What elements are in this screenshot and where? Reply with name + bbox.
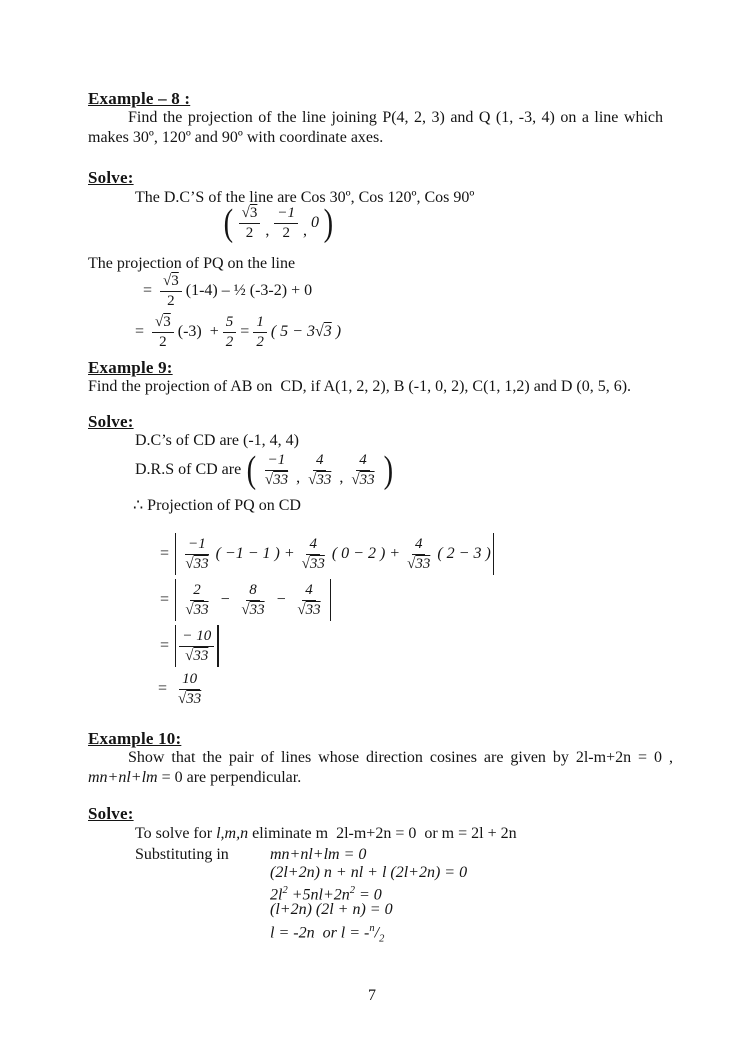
fraction-numerator: −1 bbox=[265, 452, 289, 471]
fraction-numerator: 4 bbox=[412, 536, 426, 555]
sqrt-symbol: √ bbox=[308, 471, 317, 488]
comma-separator: , bbox=[303, 222, 308, 239]
example-9-heading: Example 9: bbox=[88, 358, 173, 377]
example-8-projection-intro: The projection of PQ on the line bbox=[88, 255, 296, 272]
fraction-denominator: 33 bbox=[415, 555, 431, 572]
example-10-problem-line-2 bbox=[88, 768, 301, 788]
example-10-heading: Example 10: bbox=[88, 729, 182, 748]
equation-terms: (-3) + bbox=[177, 323, 219, 340]
sqrt-symbol: √ bbox=[297, 601, 306, 618]
fraction-denominator: 33 bbox=[316, 471, 332, 488]
problem-text: = 0 are perpendicular. bbox=[157, 769, 302, 786]
variables-lmn: l,m,n bbox=[216, 825, 249, 842]
equation-terms: ( 2 − 3 ) bbox=[437, 545, 491, 562]
equals-sign: = bbox=[135, 323, 145, 340]
close-paren: ) bbox=[383, 449, 393, 491]
fraction-denominator: 33 bbox=[359, 471, 375, 488]
fraction-4-over-sqrt33 bbox=[305, 452, 334, 489]
fraction-denominator: 2 bbox=[282, 224, 290, 241]
substituting-equation: mn+nl+lm = 0 bbox=[270, 846, 367, 863]
solidus: / bbox=[374, 924, 380, 942]
sqrt-symbol: √ bbox=[301, 555, 310, 572]
sqrt-symbol: √ bbox=[178, 690, 187, 707]
equals-sign: = bbox=[160, 591, 170, 608]
italic-equation-part: mn+nl+lm bbox=[88, 769, 158, 786]
solve-text: To solve for bbox=[135, 825, 217, 842]
fraction-numerator: − 10 bbox=[179, 628, 214, 647]
fraction-numerator: 4 bbox=[313, 452, 327, 471]
fraction-numerator: 3 bbox=[249, 204, 258, 221]
fraction-denominator: 2 bbox=[256, 333, 264, 350]
example-10-step-4: (l+2n) (2l + n) = 0 bbox=[270, 901, 393, 918]
equation-terms: (1-4) – ½ (-3-2) + 0 bbox=[185, 282, 313, 299]
fraction-minus1-over-sqrt33 bbox=[262, 452, 291, 489]
example-8-heading: Example – 8 : bbox=[88, 89, 191, 108]
substituting-label: Substituting in bbox=[135, 846, 229, 863]
close-paren: ) bbox=[323, 202, 334, 244]
sqrt-symbol: √ bbox=[264, 471, 274, 488]
example-9-solve-heading: Solve: bbox=[88, 412, 134, 431]
abs-bar bbox=[217, 625, 218, 667]
sqrt-symbol: √ bbox=[407, 555, 416, 572]
minus-sign: − bbox=[219, 591, 231, 608]
example-9-dcs-line: D.C’s of CD are (-1, 4, 4) bbox=[135, 432, 299, 449]
example-9-equation-1 bbox=[160, 532, 496, 576]
fraction-numerator: 8 bbox=[246, 582, 260, 601]
abs-bar bbox=[175, 579, 176, 621]
fraction-4-over-sqrt33 bbox=[294, 582, 323, 619]
fraction-denominator: 2 bbox=[245, 224, 254, 241]
fraction-denominator: 2 bbox=[159, 333, 167, 350]
term: = 0 bbox=[355, 886, 382, 904]
equals-sign: = bbox=[143, 282, 153, 299]
zero-component: 0 bbox=[311, 214, 320, 231]
fraction-5-over-2 bbox=[223, 314, 237, 351]
fraction-minus1-over-sqrt33 bbox=[182, 536, 211, 573]
abs-bar bbox=[493, 533, 494, 575]
page-number: 7 bbox=[368, 987, 376, 1004]
example-10-step-5 bbox=[270, 919, 384, 950]
example-10-step-2: (2l+2n) n + nl + l (2l+2n) = 0 bbox=[270, 864, 468, 881]
denominator-2: 2 bbox=[379, 933, 385, 945]
abs-bar bbox=[175, 533, 176, 575]
sqrt-symbol: √ bbox=[155, 313, 164, 330]
equals-sign: = bbox=[160, 637, 170, 654]
radicand: 3 bbox=[323, 323, 332, 340]
fraction-denominator: 2 bbox=[225, 333, 234, 350]
term: +5nl+2n bbox=[287, 886, 350, 904]
fraction-4-over-sqrt33 bbox=[348, 452, 377, 489]
example-9-equation-3 bbox=[160, 623, 221, 669]
sqrt-symbol: √ bbox=[241, 204, 250, 221]
minus-sign: − bbox=[275, 591, 287, 608]
fraction-sqrt3-over-2 bbox=[239, 205, 261, 242]
fraction-sqrt3-over-2 bbox=[160, 273, 182, 310]
fraction-denominator: 33 bbox=[193, 555, 209, 572]
fraction-numerator: 3 bbox=[163, 313, 171, 330]
fraction-4-over-sqrt33 bbox=[404, 536, 433, 573]
numerator-n: n bbox=[369, 923, 375, 934]
fraction-10-over-sqrt33 bbox=[175, 671, 204, 708]
example-10-line-1 bbox=[135, 824, 517, 844]
fraction-minus10-over-sqrt33 bbox=[179, 628, 214, 665]
comma-separator: , bbox=[339, 469, 344, 486]
term: 2l bbox=[270, 886, 283, 904]
fraction-1-over-2 bbox=[253, 314, 267, 351]
sqrt-symbol: √ bbox=[185, 647, 194, 664]
example-8-equation-1 bbox=[143, 272, 312, 310]
fraction-numerator: 4 bbox=[302, 582, 316, 601]
term: l = -2n or l = - bbox=[270, 924, 370, 942]
fraction-minus1-over-2 bbox=[274, 205, 298, 242]
sqrt-symbol: √ bbox=[185, 601, 194, 618]
fraction-numerator: −1 bbox=[185, 536, 209, 555]
open-paren: ( bbox=[223, 202, 234, 244]
example-8-dcs-line: The D.C’S of the line are Cos 30º, Cos 120º, Cos 90º bbox=[135, 189, 475, 206]
equation-terms: ( −1 − 1 ) + bbox=[215, 545, 295, 562]
abs-bar bbox=[330, 579, 331, 621]
fraction-4-over-sqrt33 bbox=[299, 536, 328, 573]
example-9-problem: Find the projection of AB on CD, if A(1, 2, 2), B (-1, 0, 2), C(1, 1,2) and D (0, 5, 6). bbox=[88, 378, 632, 395]
fraction-numerator: 2 bbox=[190, 582, 204, 601]
comma-separator: , bbox=[265, 222, 270, 239]
fraction-sqrt3-over-2 bbox=[152, 314, 174, 351]
sqrt-symbol: √ bbox=[351, 471, 360, 488]
sqrt-symbol: √ bbox=[241, 601, 250, 618]
example-8-problem-line-2: makes 30º, 120º and 90º with coordinate axes. bbox=[88, 129, 384, 146]
sqrt-symbol: √ bbox=[314, 323, 324, 340]
fraction-numerator: 1 bbox=[253, 314, 267, 333]
solve-text: eliminate m 2l-m+2n = 0 or m = 2l + 2n bbox=[248, 825, 517, 842]
sqrt-symbol: √ bbox=[163, 272, 172, 289]
fraction-denominator: 33 bbox=[186, 690, 202, 707]
fraction-8-over-sqrt33 bbox=[238, 582, 267, 619]
example-8-equation-2 bbox=[135, 312, 341, 352]
fraction-numerator: 3 bbox=[171, 272, 179, 289]
fraction-denominator: 33 bbox=[305, 601, 321, 618]
exponent: 2 bbox=[349, 885, 355, 896]
equals-sign: = bbox=[160, 545, 170, 562]
example-10-problem-line-1: Show that the pair of lines whose direction cosines are given by 2l-m+2n = 0 , bbox=[128, 749, 673, 766]
example-8-dc-vector bbox=[222, 200, 335, 246]
fraction-denominator: 33 bbox=[193, 647, 209, 664]
example-10-solve-heading: Solve: bbox=[88, 804, 134, 823]
fraction-denominator: 2 bbox=[167, 292, 175, 309]
example-9-equation-4 bbox=[158, 668, 208, 710]
abs-bar bbox=[175, 625, 176, 667]
fraction-2-over-sqrt33 bbox=[182, 582, 211, 619]
equation-terms: ( 5 − 3 bbox=[270, 323, 315, 340]
example-8-problem-line-1: Find the projection of the line joining P(4, 2, 3) and Q (1, -3, 4) on a line which bbox=[128, 109, 663, 126]
fraction-numerator: −1 bbox=[274, 205, 298, 224]
example-9-therefore-line: ∴ Projection of PQ on CD bbox=[133, 497, 301, 514]
example-9-equation-2 bbox=[160, 578, 333, 622]
example-8-solve-heading: Solve: bbox=[88, 168, 134, 187]
equals-sign: = bbox=[158, 680, 168, 697]
drs-label: D.R.S of CD are bbox=[135, 461, 242, 478]
fraction-denominator: 33 bbox=[249, 601, 265, 618]
fraction-denominator: 33 bbox=[309, 555, 325, 572]
fraction-numerator: 4 bbox=[306, 536, 320, 555]
example-9-drs-line bbox=[135, 447, 394, 493]
fraction-denominator: 33 bbox=[273, 471, 289, 488]
sqrt-symbol: √ bbox=[185, 555, 194, 572]
fraction-numerator: 10 bbox=[179, 671, 200, 690]
fraction-denominator: 33 bbox=[193, 601, 209, 618]
fraction-numerator: 4 bbox=[356, 452, 370, 471]
comma-separator: , bbox=[296, 469, 301, 486]
fraction-numerator: 5 bbox=[223, 314, 237, 333]
equation-terms: ( 0 − 2 ) + bbox=[331, 545, 401, 562]
equation-terms: ) bbox=[331, 323, 342, 340]
open-paren: ( bbox=[246, 449, 257, 491]
equals-sign: = bbox=[240, 323, 250, 340]
exponent: 2 bbox=[282, 885, 288, 896]
